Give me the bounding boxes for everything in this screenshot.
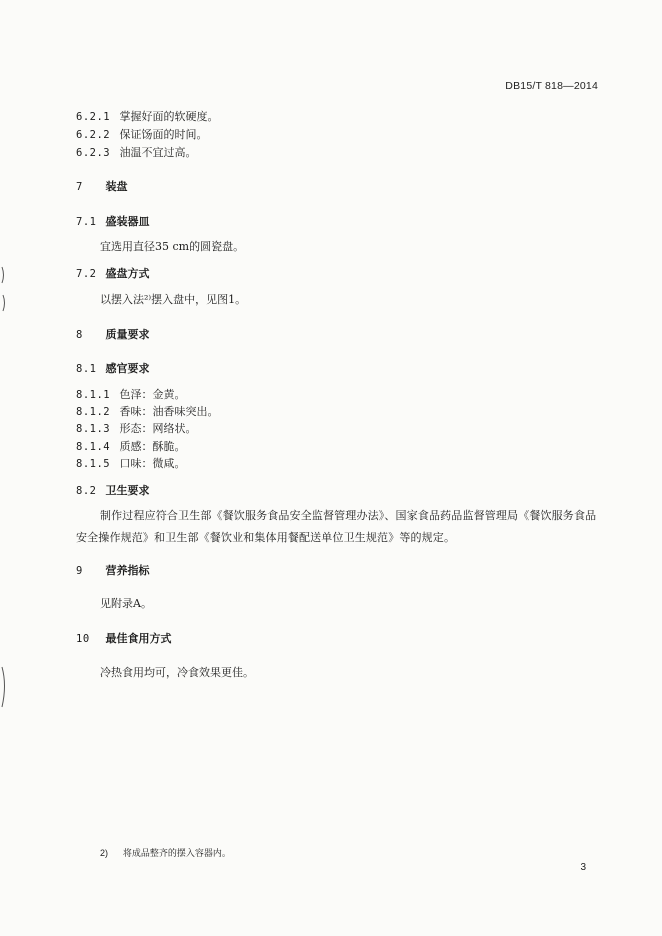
list-item: [76, 422, 197, 436]
subsection-number: 8.2: [76, 485, 97, 497]
section-number: 7: [76, 181, 83, 193]
subsection-heading: [76, 484, 150, 498]
item-number: 6.2.1: [76, 111, 111, 123]
section-number: 10: [76, 633, 90, 645]
item-text: 香味：油香味突出。: [119, 405, 219, 418]
item-number: 6.2.2: [76, 129, 111, 141]
page-number: 3: [580, 862, 586, 873]
list-item: [76, 388, 186, 402]
subsection-title: 感官要求: [105, 362, 150, 375]
section-heading: [76, 632, 172, 646]
body-paragraph: 见附录A。: [100, 597, 152, 610]
subsection-title: 盛盘方式: [105, 267, 150, 280]
list-item: [76, 440, 186, 454]
section-heading: [76, 564, 150, 578]
section-title: 质量要求: [105, 328, 150, 341]
standard-code: DB15/T 818—2014: [505, 80, 598, 92]
body-paragraph: 宜选用直径35 cm的圆瓷盘。: [100, 240, 245, 253]
item-number: 6.2.3: [76, 147, 111, 159]
item-text: 口味：微咸。: [119, 457, 186, 470]
section-number: 8: [76, 329, 83, 341]
item-number: 8.1.1: [76, 389, 111, 401]
body-paragraph: 制作过程应符合卫生部《餐饮服务食品安全监督管理办法》、国家食品药品监督管理局《餐饮服务食品安全操作规范》和卫生部《餐饮业和集体用餐配送单位卫生规范》等的规定。: [76, 509, 597, 544]
subsection-heading: [76, 215, 150, 229]
list-item: [76, 128, 208, 142]
item-number: 8.1.2: [76, 406, 111, 418]
section-title: 装盘: [105, 180, 128, 193]
subsection-title: 卫生要求: [105, 484, 150, 497]
item-text: 形态：网络状。: [119, 422, 197, 435]
item-number: 8.1.4: [76, 441, 111, 453]
section-title: 最佳食用方式: [105, 632, 172, 645]
list-item: [76, 110, 219, 124]
section-heading: [76, 180, 128, 194]
footnote-text: 将成品整齐的摆入容器内。: [122, 849, 231, 859]
subsection-number: 7.2: [76, 268, 97, 280]
item-text: 保证饧面的时间。: [119, 128, 208, 141]
item-text: 油温不宜过高。: [119, 146, 197, 159]
list-item: [76, 146, 197, 160]
list-item: [76, 405, 219, 419]
item-text: 色泽：金黄。: [119, 388, 186, 401]
footnote-number: 2): [100, 848, 109, 858]
item-number: 8.1.3: [76, 423, 111, 435]
list-item: [76, 457, 186, 471]
binding-mark-top: [0, 265, 6, 315]
subsection-heading: [76, 267, 150, 281]
body-paragraph: 以摆入法²⁾摆入盘中，见图1。: [100, 293, 247, 306]
section-number: 9: [76, 565, 83, 577]
subsection-title: 盛装器皿: [105, 215, 150, 228]
body-paragraph: 冷热食用均可，冷食效果更佳。: [100, 666, 254, 679]
subsection-number: 7.1: [76, 216, 97, 228]
binding-mark-bottom: [0, 665, 6, 710]
footnote: [100, 846, 231, 859]
item-text: 掌握好面的软硬度。: [119, 110, 219, 123]
section-heading: [76, 328, 150, 342]
item-text: 质感：酥脆。: [119, 440, 186, 453]
section-title: 营养指标: [105, 564, 150, 577]
item-number: 8.1.5: [76, 458, 111, 470]
subsection-heading: [76, 362, 150, 376]
subsection-number: 8.1: [76, 363, 97, 375]
